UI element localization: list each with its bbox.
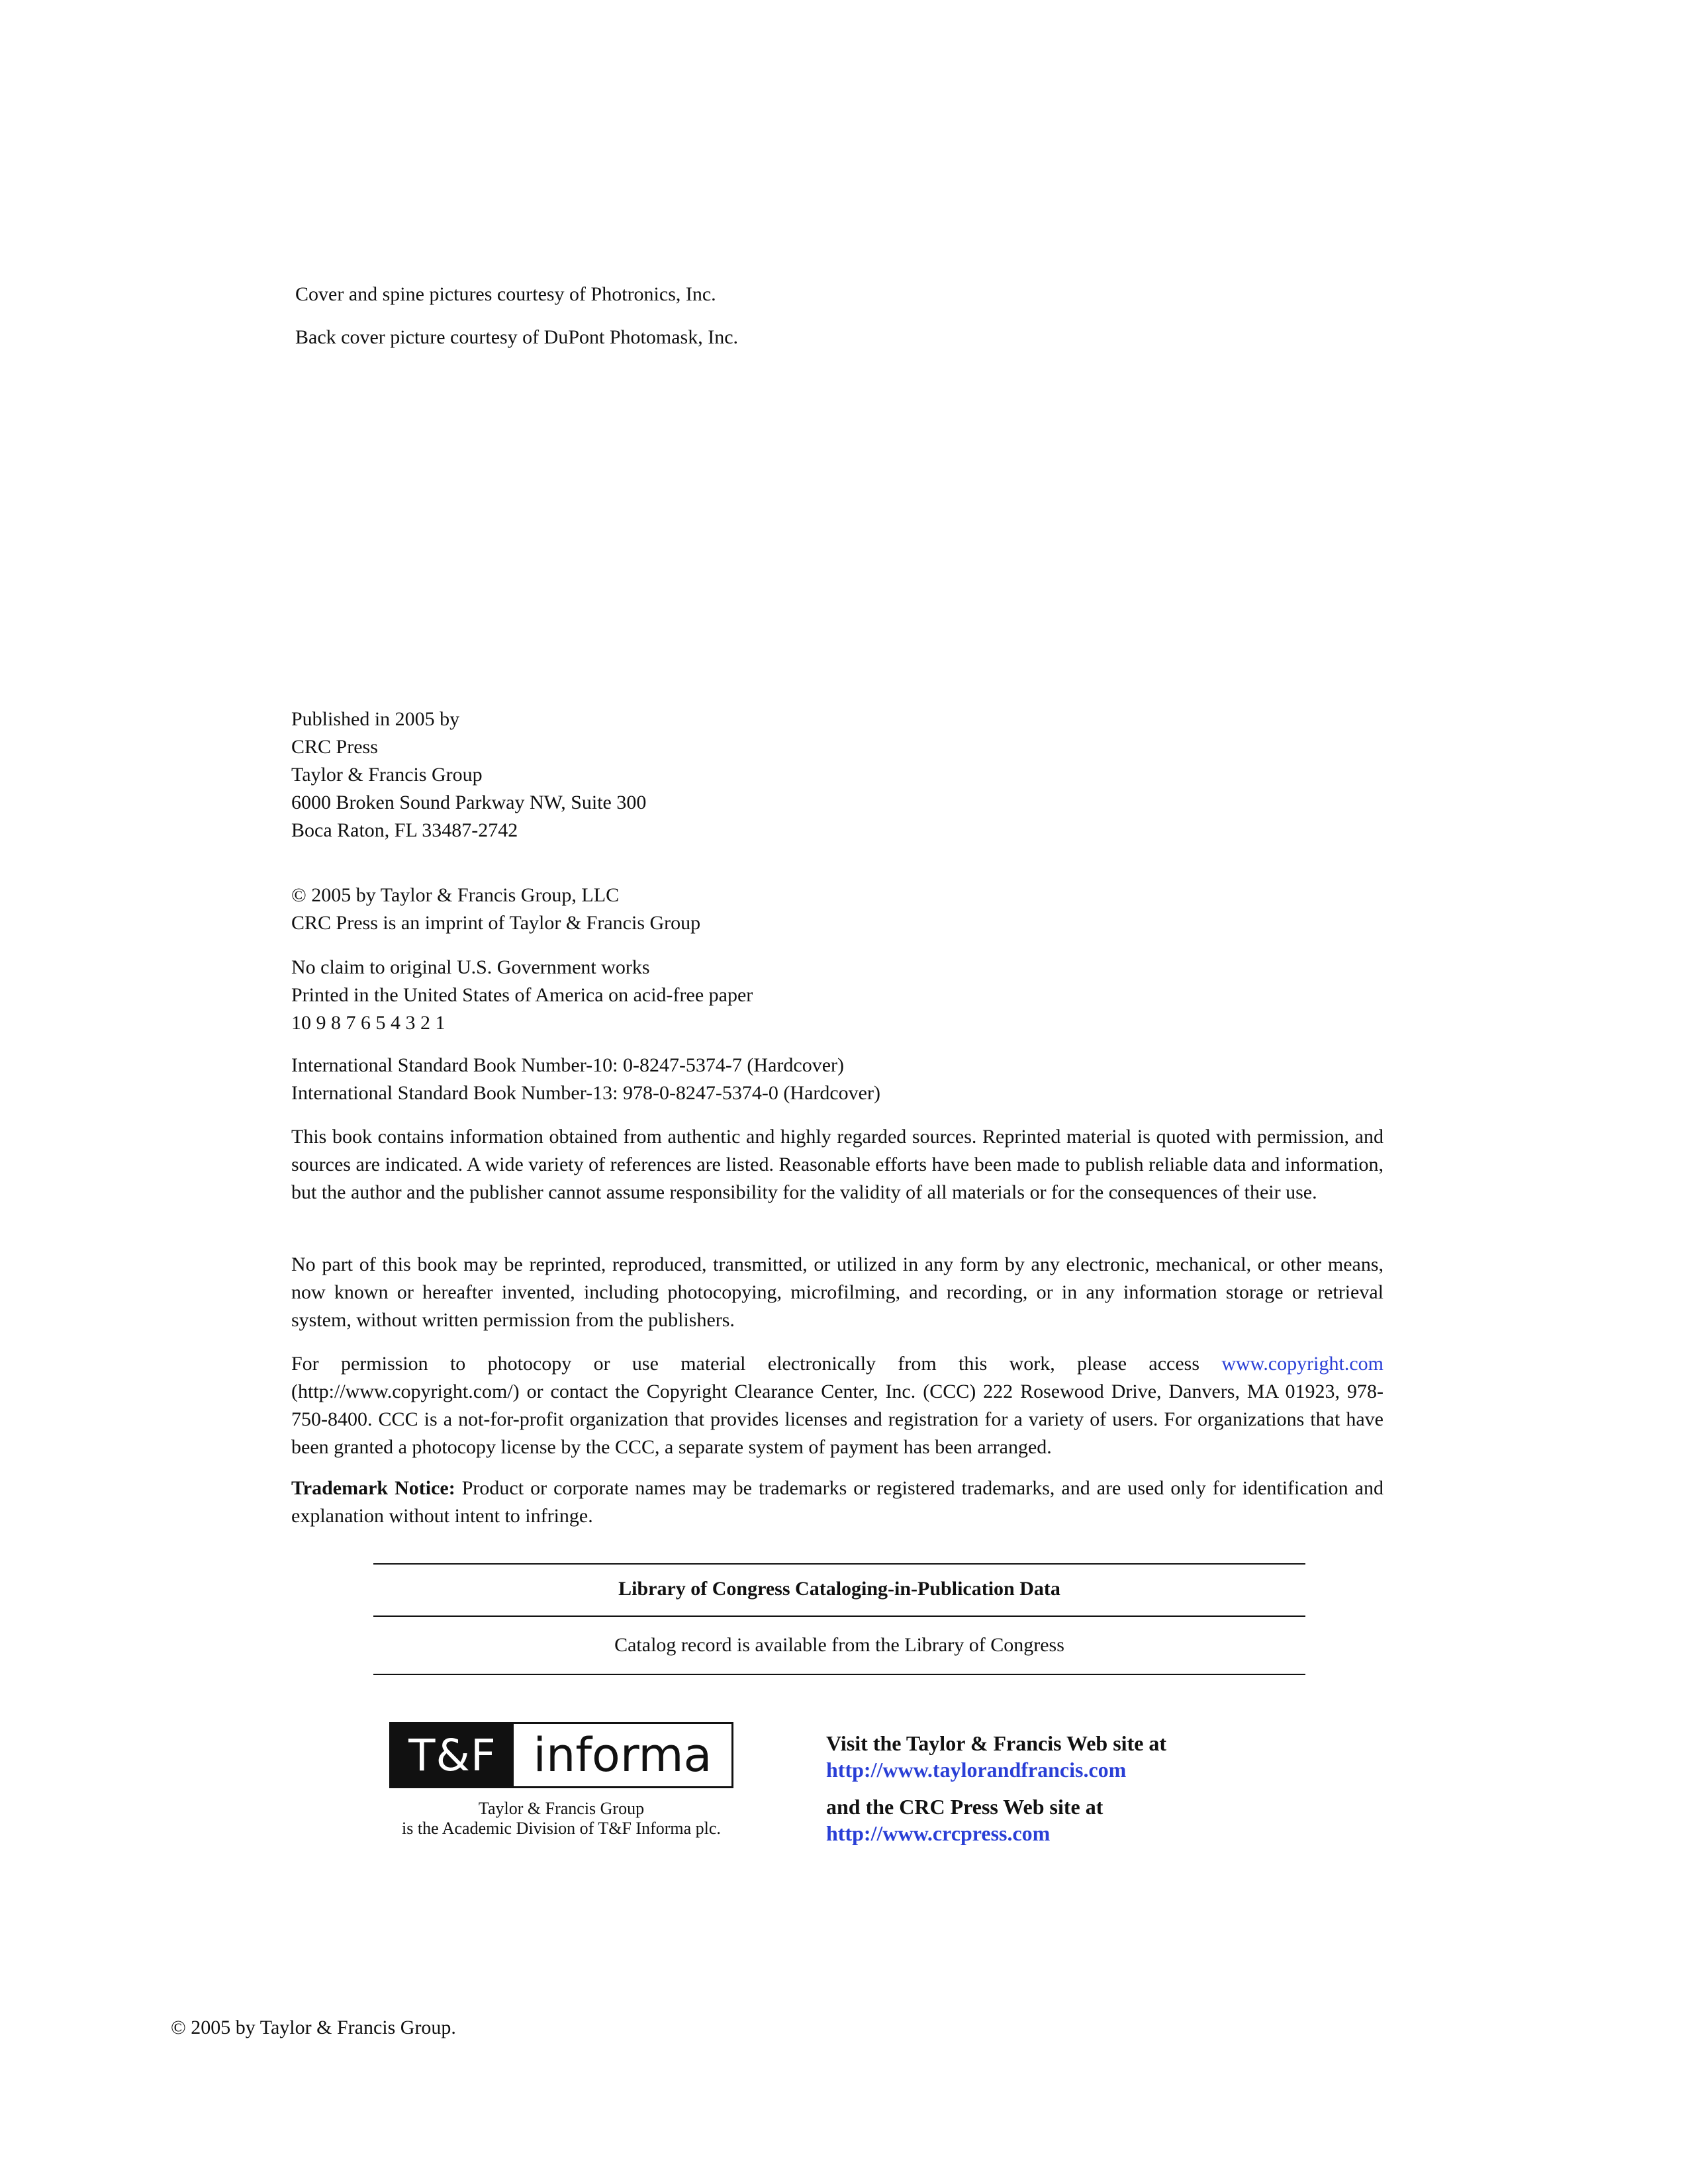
back-cover-credit: Back cover picture courtesy of DuPont Photomask, Inc. [295, 326, 739, 348]
permission-paragraph [291, 1350, 1383, 1461]
trademark-text: Product or corporate names may be trademarks or registered trademarks, and are used only for identification and explanation without intent to infringe. [291, 1477, 1383, 1527]
tf-website-label: Visit the Taylor & Francis Web site at [826, 1731, 1167, 1755]
tf-website-link[interactable]: http://www.taylorandfrancis.com [826, 1758, 1127, 1782]
publisher-line: Taylor & Francis Group [291, 764, 483, 786]
copyright-block [291, 882, 700, 937]
divider-top [373, 1563, 1305, 1565]
permission-text: (http://www.copyright.com/) or contact the Copyright Clearance Center, Inc. (CCC) 222 Rosewood Drive, Danvers, MA 01923, 978-750-8400. CCC is a not-for-profit organization that provides licenses and registration for a variety of users. For organizations that have been granted a photocopy license by the CCC, a separate system of payment has been arranged. [291, 1381, 1383, 1458]
cover-credit: Cover and spine pictures courtesy of Photronics, Inc. [295, 283, 716, 305]
library-text: Catalog record is available from the Library of Congress [614, 1634, 1064, 1656]
isbn-13: International Standard Book Number-13: 978-0-8247-5374-0 (Hardcover) [291, 1082, 880, 1104]
printing-line: Printed in the United States of America on acid-free paper [291, 984, 753, 1006]
isbn-block [291, 1052, 880, 1107]
trademark-label: Trademark Notice: [291, 1477, 455, 1499]
permission-text: For permission to photocopy or use material electronically from this work, please access [291, 1353, 1222, 1375]
printing-block [291, 954, 753, 1037]
logo-caption-1: Taylor & Francis Group [478, 1799, 645, 1818]
tf-website-link-wrap [826, 1756, 1126, 1783]
logo-caption-2: is the Academic Division of T&F Informa plc. [402, 1819, 721, 1838]
divider-bottom [373, 1674, 1305, 1675]
crc-website-link[interactable]: http://www.crcpress.com [826, 1821, 1051, 1845]
logo-tf-mark: T&F [391, 1724, 514, 1786]
copyright-line: CRC Press is an imprint of Taylor & Francis Group [291, 912, 701, 934]
publisher-line: Boca Raton, FL 33487-2742 [291, 819, 518, 841]
library-title: Library of Congress Cataloging-in-Publication Data [618, 1578, 1060, 1600]
crc-website-link-wrap [826, 1820, 1050, 1846]
print-run-numbers: 10 9 8 7 6 5 4 3 2 1 [291, 1012, 445, 1034]
copyright-link[interactable]: www.copyright.com [1221, 1353, 1383, 1375]
publisher-line: CRC Press [291, 736, 378, 758]
tf-informa-logo [389, 1722, 733, 1788]
sources-paragraph: This book contains information obtained from authentic and highly regarded sources. Reprinted material is quoted with permission, and sources are indicated. A wide variety of references are listed. Reasonable efforts have been made to publish reliable data and information, but the author and the publisher cannot assume responsibility for the validity of all materials or for the consequences of their use. [291, 1126, 1383, 1203]
logo-informa-text: informa [533, 1728, 712, 1782]
trademark-paragraph [291, 1475, 1383, 1530]
copyright-line: © 2005 by Taylor & Francis Group, LLC [291, 884, 620, 906]
isbn-10: International Standard Book Number-10: 0-8247-5374-7 (Hardcover) [291, 1054, 844, 1076]
crc-website-label: and the CRC Press Web site at [826, 1795, 1103, 1819]
page-footer: © 2005 by Taylor & Francis Group. [171, 2017, 456, 2038]
reproduction-paragraph: No part of this book may be reprinted, reproduced, transmitted, or utilized in any form by any electronic, mechanical, or other means, now known or hereafter invented, including photocopying, microfilming, and recording, or in any information storage or retrieval system, without written permission from the publishers. [291, 1253, 1383, 1331]
printing-line: No claim to original U.S. Government works [291, 956, 650, 978]
publisher-line: 6000 Broken Sound Parkway NW, Suite 300 [291, 792, 647, 813]
publisher-line: Published in 2005 by [291, 708, 460, 730]
publisher-block [291, 705, 646, 844]
divider-middle [373, 1615, 1305, 1617]
